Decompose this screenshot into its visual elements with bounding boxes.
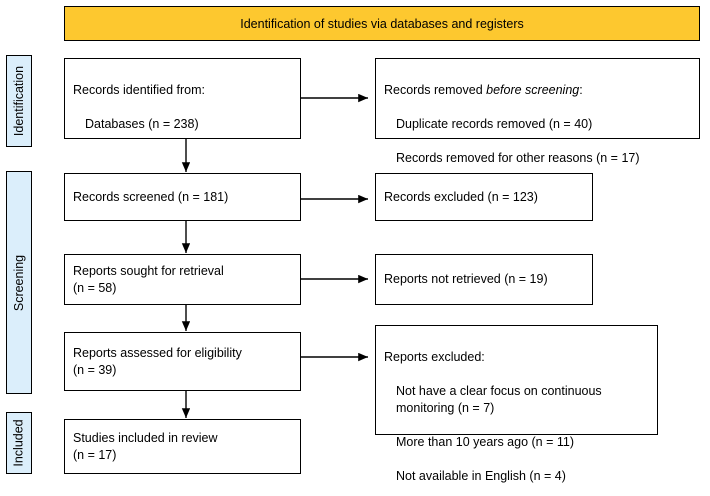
reports-excluded-line4: Not available in English (n = 4) (396, 469, 566, 483)
phase-label-screening (6, 171, 32, 394)
box-reports-assessed (64, 332, 301, 391)
box-reports-sought (64, 254, 301, 305)
reports-sought-line2: (n = 58) (73, 280, 117, 295)
phase-label-identification-text: Identification (12, 65, 26, 137)
records-identified-line2: Databases (n = 238) (85, 117, 199, 131)
diagram-title: Identification of studies via databases and registers (64, 6, 700, 41)
box-records-removed (375, 58, 700, 165)
studies-included-line1: Studies included in review (73, 430, 218, 445)
records-screened-line1: Records screened (n = 181) (73, 189, 229, 204)
box-reports-not-retrieved (375, 254, 593, 305)
records-removed-line1-suffix: : (579, 83, 583, 97)
records-excluded-line1: Records excluded (n = 123) (384, 189, 538, 204)
box-records-screened (64, 173, 301, 221)
records-removed-line3: Records removed for other reasons (n = 17) (396, 151, 640, 165)
box-reports-excluded (375, 325, 658, 483)
phase-label-screening-text: Screening (12, 254, 27, 311)
box-records-identified (64, 58, 301, 139)
phase-label-included-text: Included (12, 419, 27, 467)
box-records-excluded (375, 173, 593, 221)
reports-excluded-line3: More than 10 years ago (n = 11) (396, 435, 574, 449)
box-studies-included (64, 419, 301, 474)
records-removed-line2: Duplicate records removed (n = 40) (396, 117, 593, 131)
records-removed-line1 (384, 82, 691, 99)
phase-label-identification (6, 55, 32, 147)
records-removed-line1-prefix: Records removed (384, 83, 487, 97)
reports-sought-line1: Reports sought for retrieval (73, 263, 224, 278)
reports-not-retrieved-line1: Reports not retrieved (n = 19) (384, 272, 548, 286)
phase-label-included (6, 412, 32, 474)
reports-excluded-line2: Not have a clear focus on continuous monitoring (n = 7) (396, 384, 602, 415)
reports-assessed-line1: Reports assessed for eligibility (73, 345, 242, 360)
reports-excluded-line1: Reports excluded: (384, 350, 485, 364)
records-removed-line1-italic: before screening (486, 83, 580, 97)
records-identified-line1: Records identified from: (73, 83, 206, 97)
studies-included-line2: (n = 17) (73, 447, 117, 462)
reports-assessed-line2: (n = 39) (73, 362, 117, 377)
